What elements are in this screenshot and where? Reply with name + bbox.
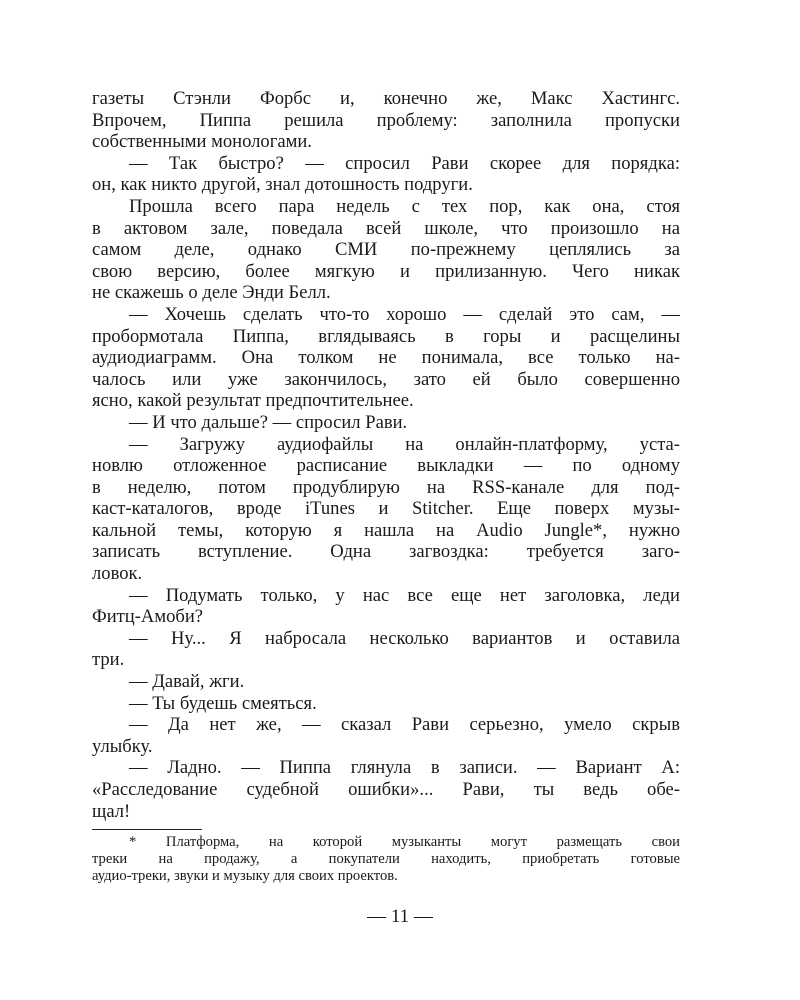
text-line: — И что дальше? — спросил Рави. [129, 411, 408, 433]
text-line: в неделю, потом продублирую на RSS-канале для под- [92, 476, 680, 498]
text-line: «Расследование судебной ошибки»... Рави, ты ведь обе- [92, 779, 680, 800]
text-line: — Ладно. — Пиппа глянула в записи. — Вариант А: [129, 757, 680, 779]
text-line: не скажешь о деле Энди Белл. [92, 282, 331, 304]
text-line: собственными монологами. [92, 131, 312, 153]
text-line: чалось или уже закончилось, зато ей было совершенно [92, 368, 680, 390]
footnote-line: * Платформа, на которой музыканты могут размещать свои [129, 834, 680, 850]
text-line: записать вступление. Одна загвоздка: требуется заго- [92, 541, 680, 563]
text-line: щал! [92, 800, 131, 822]
text-line: — Загружу аудиофайлы на онлайн-платформу, уста- [129, 433, 680, 455]
text-line: каст-каталогов, вроде iTunes и Stitcher. Еще поверх музы- [92, 498, 680, 520]
text-line: три. [92, 649, 125, 671]
text-line: — Ну... Я набросала несколько вариантов и оставила [129, 627, 680, 649]
text-line: кальной темы, которую я нашла на Audio Jungle*, нужно [92, 519, 680, 541]
text-line: Фитц-Амоби? [92, 606, 204, 628]
text-line: ясно, какой результат предпочтительнее. [92, 390, 414, 412]
text-line: — Да нет же, — сказал Рави серьезно, умело скрыв [129, 714, 680, 736]
text-line: улыбку. [92, 735, 153, 757]
text-line: в актовом зале, поведала всей школе, что произошло на [92, 217, 680, 239]
text-line: он, как никто другой, знал дотошность подруги. [92, 174, 473, 196]
text-line: — Давай, жги. [129, 671, 245, 693]
footnote-divider [92, 829, 202, 830]
footnote-line: треки на продажу, а покупатели находить, приобретать готовые [92, 851, 680, 867]
text-line: — Подумать только, у нас все еще нет заголовка, леди [129, 584, 680, 606]
text-line: новлю отложенное расписание выкладки — по одному [92, 455, 680, 477]
text-line: газеты Стэнли Форбс и, конечно же, Макс Хастингс. [92, 88, 680, 109]
text-line: — Хочешь сделать что-то хорошо — сделай это сам, — [129, 303, 680, 325]
text-line: самом деле, однако СМИ по-прежнему цеплялись за [92, 239, 680, 261]
text-line: Впрочем, Пиппа решила проблему: заполнила пропуски [92, 109, 680, 131]
text-line: пробормотала Пиппа, вглядываясь в горы и расщелины [92, 325, 680, 347]
text-line: аудиодиаграмм. Она толком не понимала, все только на- [92, 347, 680, 369]
text-line: ловок. [92, 563, 143, 585]
body-text [92, 88, 680, 822]
footnote [92, 834, 680, 885]
text-line: свою версию, более мягкую и прилизанную. Чего никак [92, 260, 680, 282]
text-line: — Ты будешь смеяться. [129, 692, 317, 714]
text-line: Прошла всего пара недель с тех пор, как она, стоя [129, 195, 680, 217]
text-line: — Так быстро? — спросил Рави скорее для порядка: [129, 152, 680, 174]
page-number: — 11 — [367, 906, 433, 927]
footnote-line: аудио-треки, звуки и музыку для своих проектов. [92, 868, 398, 884]
